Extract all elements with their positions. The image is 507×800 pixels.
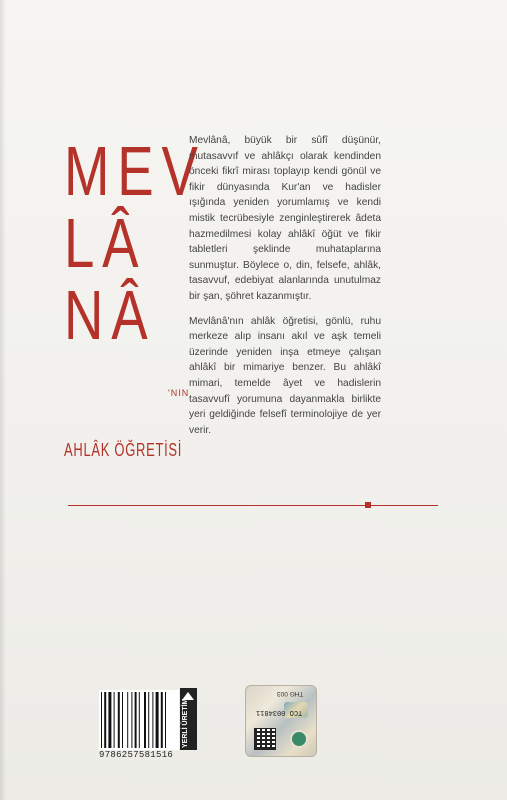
title-line-2: LÂ [64,204,147,282]
title-line-3: NÂ [64,276,156,354]
sticker-serial: TCO 0034811 [256,708,303,716]
bandrol-sticker [245,685,317,757]
blurb-paragraph-2: Mevlânâ'nın ahlâk öğretisi, gönlü, ruhu merkeze alıp insanı akıl ve aşk temeli üzerinde yeniden inşa etmeye çalışan ahlâkî bir mimariye benzer. Bu ahlâkî mimari, temelde âyet ve hadislerin tasavvufî yorumuna dayanmakla birlikte yeri geldiğinde felsefî terminolojiye de yer verir. [189,315,381,436]
title-suffix: 'NIN [168,388,190,398]
seal-icon [290,730,308,748]
divider-marker [365,502,371,508]
book-subtitle: AHLÂK ÖĞRETİSİ [64,440,183,460]
divider-line [68,505,438,506]
sticker-code: THG 003 [277,690,304,697]
spine-shadow [0,0,6,800]
blurb-paragraph-1: Mevlânâ, büyük bir sûfî düşünür, mutasavvıf ve ahlâkçı olarak kendinden önceki fikrî mirası toplayıp kendi gönül ve fikir dünyasında Kur'an ve hadisler ışığında yeniden yorumlamış ve kendi mistik tecrübesiyle zenginleştirerek âdeta hazmedilmesi kolay ahlâkî öğüt ve fikir tabletleri şeklinde muhataplarına sunmuştur. Böylece o, din, felsefe, ahlâk, tasavvuf, edebiyat alanlarında unutulmaz bir şan, şöhret kazanmıştır. [189,135,381,302]
title-line-1: MEV [64,132,206,210]
isbn-number: 9786257581516 [99,750,174,760]
qr-code-icon [254,728,276,750]
barcode-icon [99,690,179,750]
yerli-uretim-badge [180,688,197,750]
yerli-uretim-label: YERLİ ÜRETİM [182,698,189,748]
back-cover-blurb [189,133,381,447]
